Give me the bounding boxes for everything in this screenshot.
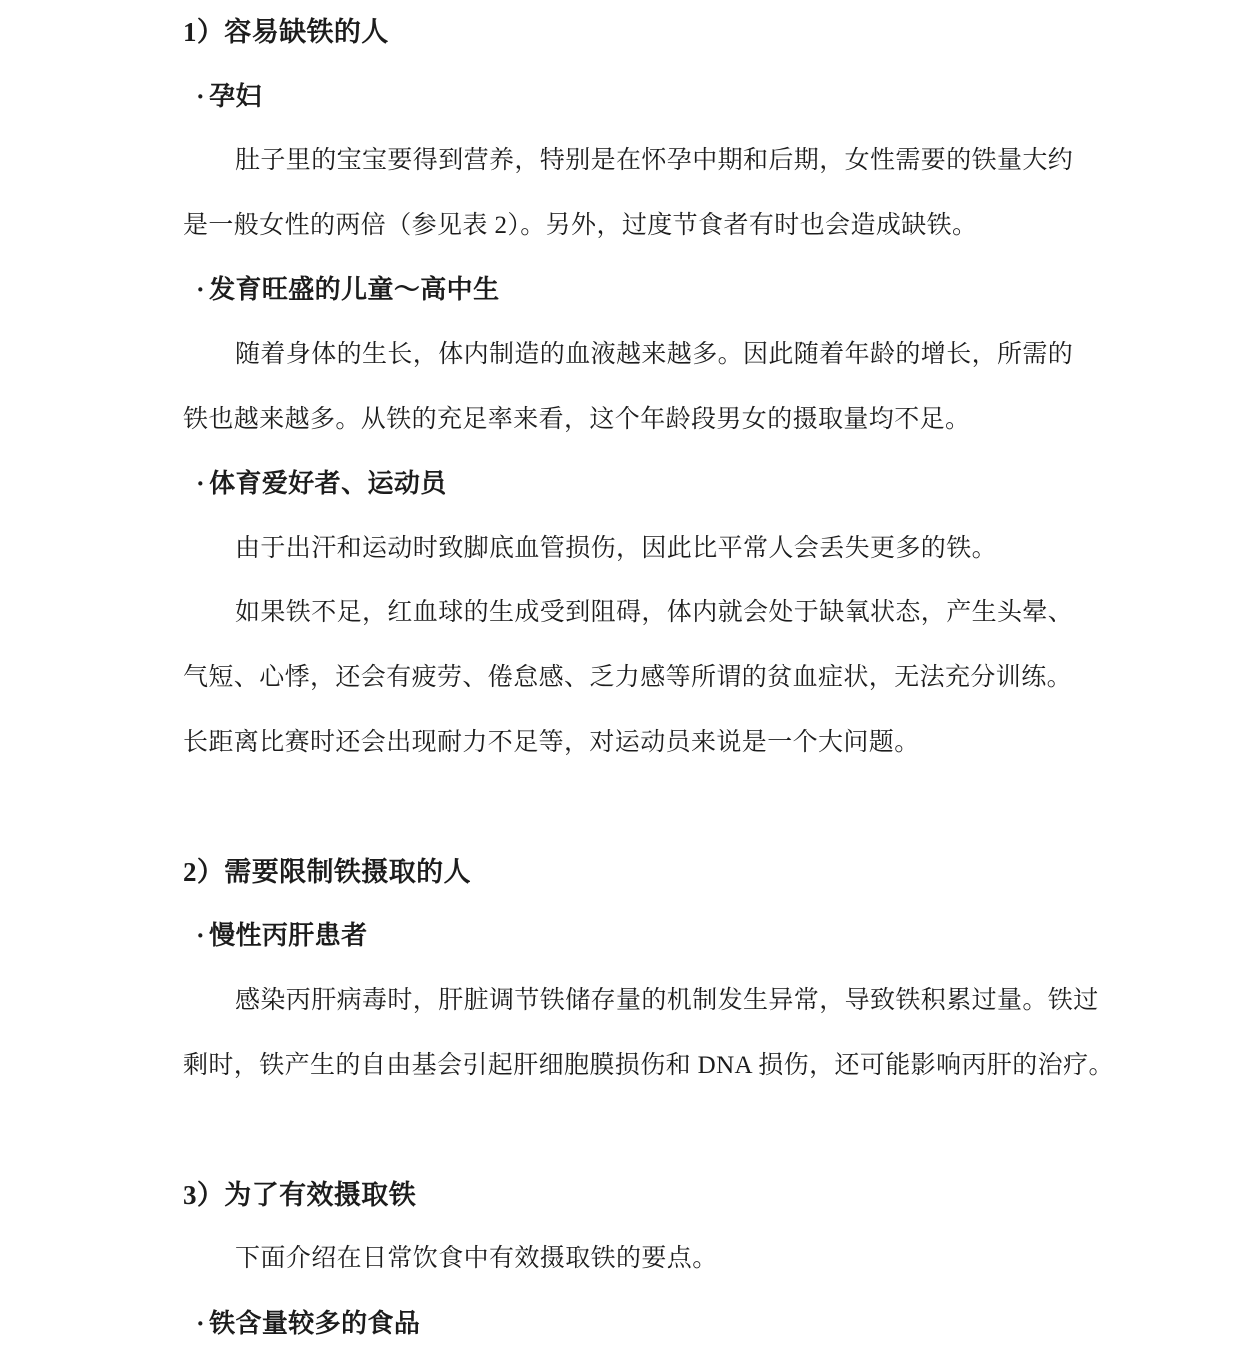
line-text: 是一般女性的两倍（参见表 2）。另外，过度节食者有时也会造成缺铁。 — [183, 211, 978, 239]
bullet-marker: · — [196, 921, 206, 951]
paragraph-line — [183, 1227, 1185, 1292]
blank-line — [183, 775, 1185, 840]
bullet-marker: · — [196, 275, 206, 305]
line-text: 剩时，铁产生的自由基会引起肝细胞膜损伤和 DNA 损伤，还可能影响丙肝的治疗。 — [183, 1051, 1114, 1079]
line-text: 铁也越来越多。从铁的充足率来看，这个年龄段男女的摄取量均不足。 — [183, 405, 971, 433]
paragraph-line — [183, 711, 1185, 776]
bullet-heading — [183, 452, 1185, 517]
paragraph-line — [183, 194, 1185, 259]
line-text: 肚子里的宝宝要得到营养，特别是在怀孕中期和后期，女性需要的铁量大约 — [235, 147, 1074, 175]
line-text: 1）容易缺铁的人 — [183, 17, 389, 47]
paragraph-line — [183, 969, 1185, 1034]
paragraph-line — [183, 1034, 1185, 1099]
bullet-marker: · — [196, 1308, 206, 1338]
line-text: 3）为了有效摄取铁 — [183, 1179, 417, 1210]
bullet-marker: · — [196, 81, 206, 111]
bullet-heading — [183, 1292, 1185, 1356]
paragraph-line — [183, 646, 1185, 711]
line-text: 由于出汗和运动时致脚底血管损伤，因此比平常人会丢失更多的铁。 — [235, 534, 998, 562]
section-heading — [183, 840, 1185, 905]
bullet-heading — [183, 65, 1185, 130]
line-text: 体育爱好者、运动员 — [209, 469, 447, 499]
paragraph-line — [183, 581, 1185, 646]
section-heading — [183, 0, 1185, 65]
paragraph-line — [183, 129, 1185, 194]
line-text: 随着身体的生长，体内制造的血液越来越多。因此随着年龄的增长，所需的 — [235, 340, 1074, 368]
line-text: 气短、心悸，还会有疲劳、倦怠感、乏力感等所谓的贫血症状，无法充分训练。 — [183, 663, 1073, 691]
line-text: 2）需要限制铁摄取的人 — [183, 856, 471, 887]
line-text: 感染丙肝病毒时，肝脏调节铁储存量的机制发生异常，导致铁积累过量。铁过 — [235, 986, 1099, 1014]
section-heading — [183, 1163, 1185, 1228]
line-text: 孕妇 — [209, 81, 262, 111]
line-text: 下面介绍在日常饮食中有效摄取铁的要点。 — [235, 1245, 718, 1273]
line-text: 慢性丙肝患者 — [209, 921, 368, 951]
line-text: 发育旺盛的儿童～高中生 — [209, 275, 500, 305]
line-text: 铁含量较多的食品 — [209, 1308, 421, 1338]
bullet-heading — [183, 258, 1185, 323]
line-text: 长距离比赛时还会出现耐力不足等，对运动员来说是一个大问题。 — [183, 728, 920, 756]
paragraph-line — [183, 323, 1185, 388]
bullet-marker: · — [196, 469, 206, 499]
paragraph-line — [183, 517, 1185, 582]
paragraph-line — [183, 388, 1185, 453]
bullet-heading — [183, 904, 1185, 969]
blank-line — [183, 1098, 1185, 1163]
line-text: 如果铁不足，红血球的生成受到阻碍，体内就会处于缺氧状态，产生头晕、 — [235, 599, 1074, 627]
